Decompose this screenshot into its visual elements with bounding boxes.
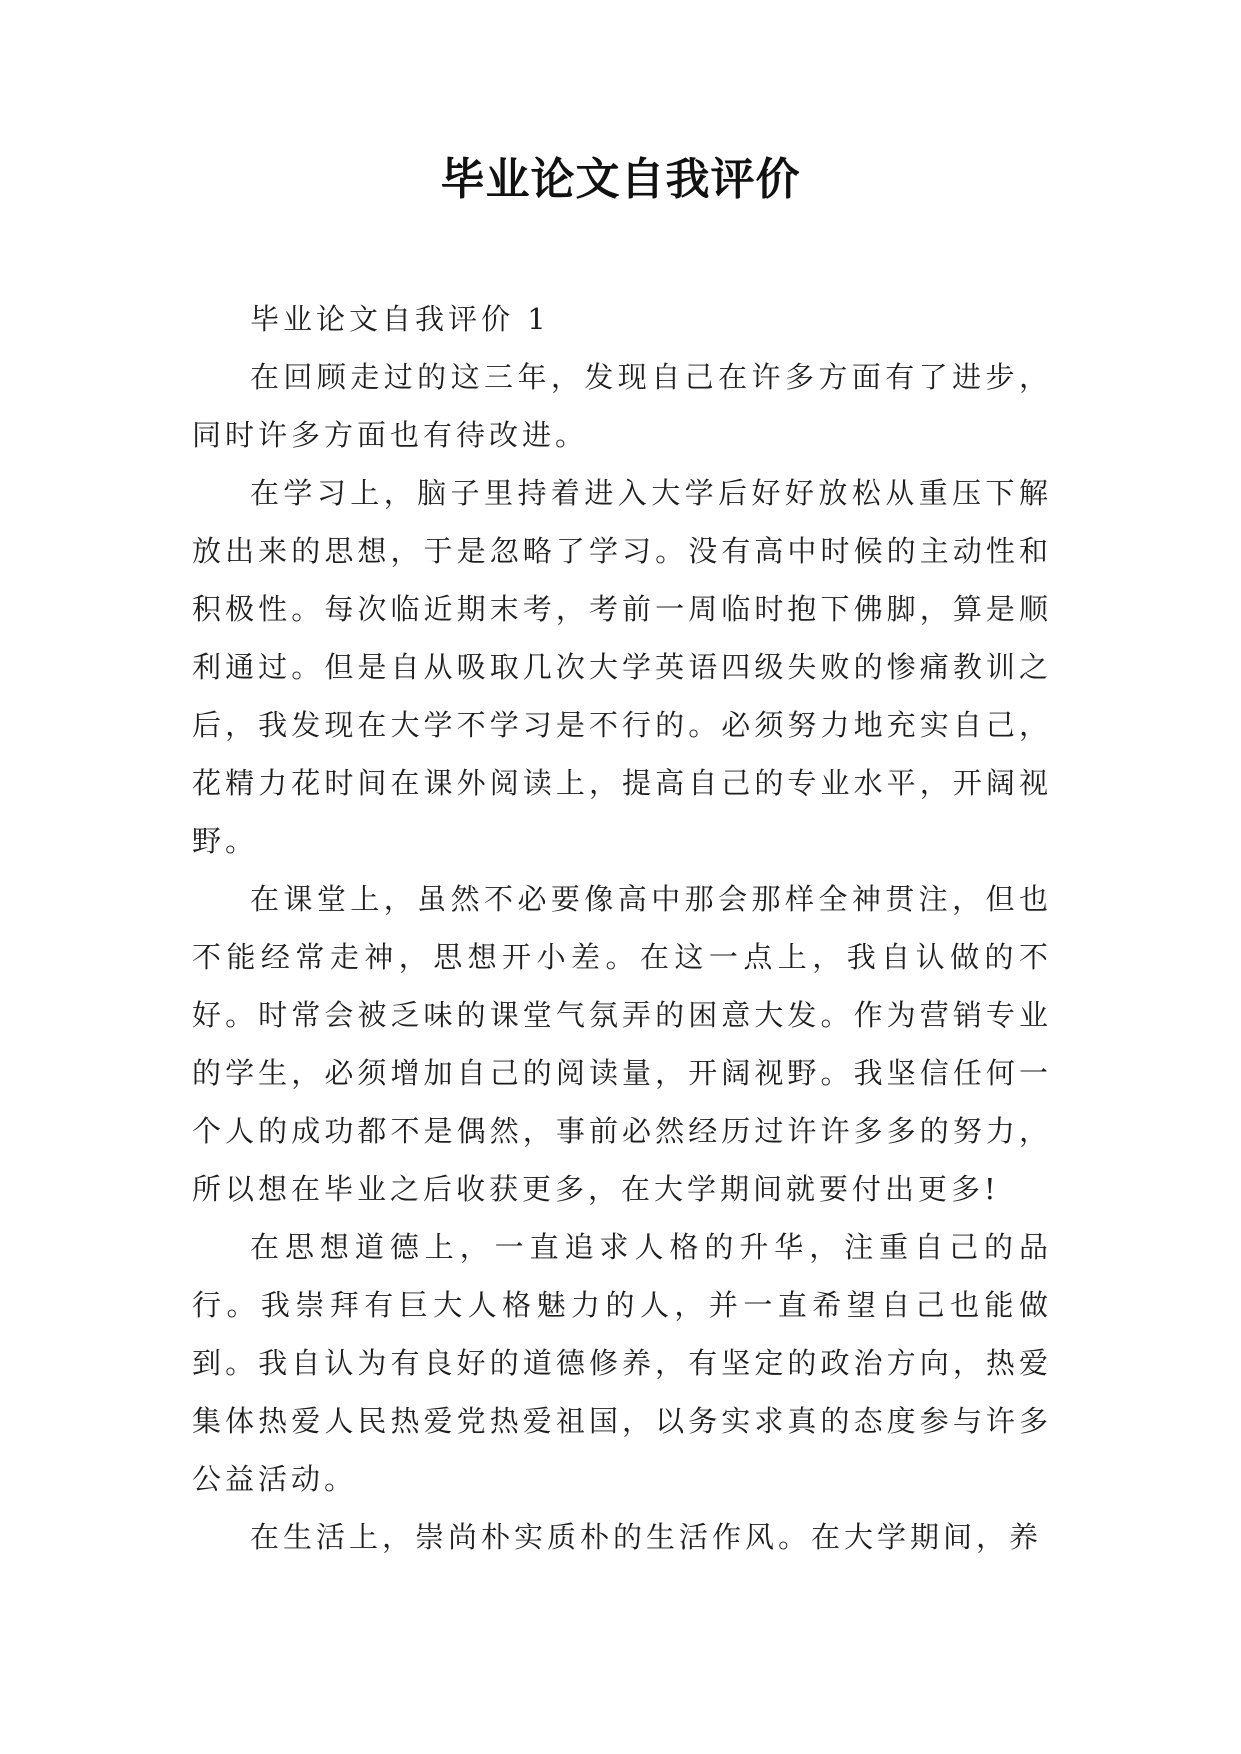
paragraph-life: 在生活上，崇尚朴实质朴的生活作风。在大学期间，养 [250, 1520, 1043, 1554]
document-title: 毕业论文自我评价 [440, 154, 801, 205]
section-heading: 毕业论文自我评价 1 [250, 302, 550, 336]
paragraph-study: 在学习上，脑子里持着进入大学后好好放松从重压下解放出来的思想，于是忽略了学习。没有高中时候的主动性和积极性。每次临近期末考，考前一周临时抱下佛脚，算是顺利通过。但是自从吸取几次大学英语四级失败的惨痛教训之后，我发现在大学不学习是不行的。必须努力地充实自己，花精力花时间在课外阅读上，提高自己的专业水平，开阔视野。 [192, 476, 1052, 858]
paragraph-intro: 在回顾走过的这三年，发现自己在许多方面有了进步，同时许多方面也有待改进。 [192, 360, 1052, 452]
paragraph-classroom: 在课堂上，虽然不必要像高中那会那样全神贯注，但也不能经常走神，思想开小差。在这一点上，我自认做的不好。时常会被乏味的课堂气氛弄的困意大发。作为营销专业的学生，必须增加自己的阅读量，开阔视野。我坚信任何一个人的成功都不是偶然，事前必然经历过许许多多的努力，所以想在毕业之后收获更多，在大学期间就要付出更多! [192, 882, 1052, 1206]
document-body [192, 290, 1052, 1566]
paragraph-morality: 在思想道德上，一直追求人格的升华，注重自己的品行。我崇拜有巨大人格魅力的人，并一直希望自己也能做到。我自认为有良好的道德修养，有坚定的政治方向，热爱集体热爱人民热爱党热爱祖国，以务实求真的态度参与许多公益活动。 [192, 1230, 1052, 1496]
